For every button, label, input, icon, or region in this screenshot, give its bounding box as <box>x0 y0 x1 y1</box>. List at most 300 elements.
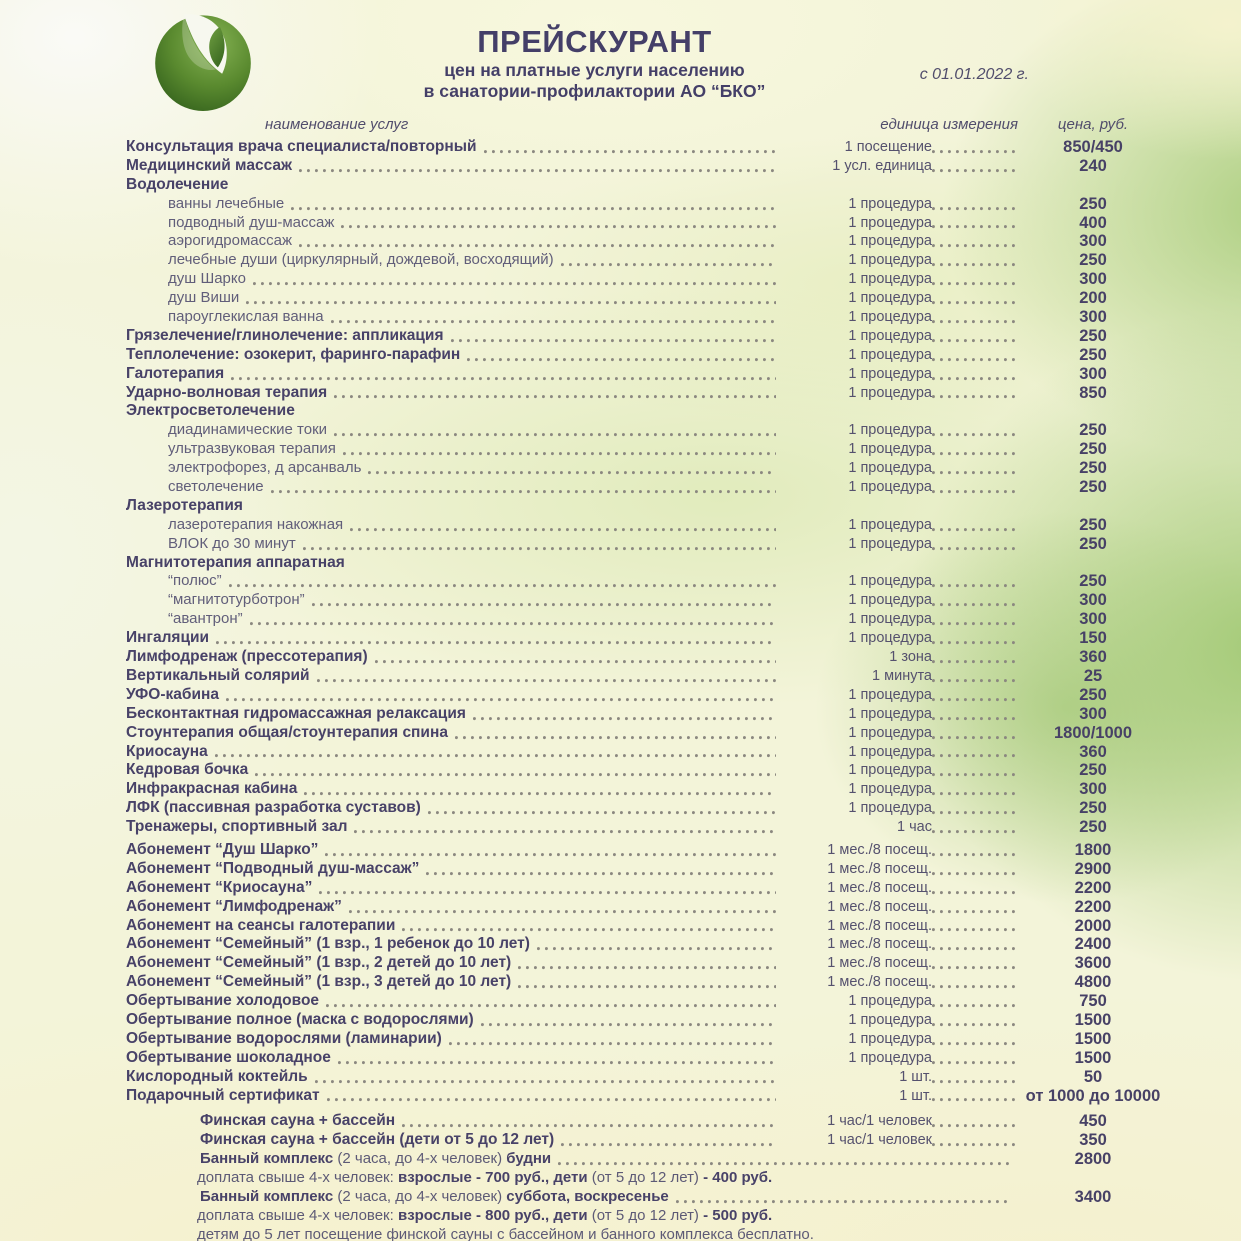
unit-cell: 1 процедура <box>848 309 932 326</box>
service-name: ванны лечебные <box>168 194 285 212</box>
price-row <box>126 610 1168 629</box>
price-cell: 300 <box>1079 591 1107 610</box>
price-cell: 2900 <box>1074 859 1112 878</box>
unit-cell: 1 процедура <box>848 290 932 307</box>
effective-date: с 01.01.2022 г. <box>919 66 1029 83</box>
price-row <box>126 251 1168 270</box>
price-cell: 1500 <box>1074 1010 1112 1029</box>
price-row <box>126 176 1168 195</box>
dotted-leader <box>676 1196 1012 1204</box>
price-row <box>126 705 1168 724</box>
price-cell: 4800 <box>1074 973 1112 992</box>
dotted-leader <box>932 1120 1018 1128</box>
price-cell: 350 <box>1079 1131 1107 1150</box>
price-cell: 2400 <box>1074 935 1112 954</box>
price-row <box>126 761 1168 780</box>
dotted-leader <box>375 656 776 664</box>
unit-cell: 1 процедура <box>848 346 932 363</box>
price-cell: 1500 <box>1074 1029 1112 1048</box>
unit-cell: 1 посещение <box>844 139 932 155</box>
service-name: Водолечение <box>126 175 229 193</box>
unit-cell: 1 процедура <box>848 195 932 212</box>
dotted-leader <box>253 278 776 286</box>
dotted-leader <box>231 373 776 381</box>
price-row <box>126 973 1168 992</box>
dotted-leader <box>518 962 776 970</box>
service-name: Медицинский массаж <box>126 156 292 174</box>
price-cell: 1800/1000 <box>1054 723 1132 742</box>
unit-cell: 1 процедура <box>848 993 932 1010</box>
unit-cell: 1 процедура <box>848 271 932 288</box>
service-name: Абонемент “Криосауна” <box>126 878 313 896</box>
price-cell: 250 <box>1079 251 1107 270</box>
dotted-leader <box>250 618 776 626</box>
dotted-leader <box>215 750 776 758</box>
dotted-leader <box>325 849 776 857</box>
dotted-leader <box>481 1019 776 1027</box>
unit-cell: 1 процедура <box>848 592 932 609</box>
service-name: Ударно-волновая терапия <box>126 383 328 401</box>
unit-cell: 1 мес./8 посещ. <box>827 936 932 953</box>
service-name: Подарочный сертификат <box>126 1086 320 1104</box>
dotted-leader <box>932 826 1018 834</box>
dotted-leader <box>932 203 1018 211</box>
unit-cell: 1 час/1 человек <box>827 1132 932 1149</box>
dotted-leader <box>932 807 1018 815</box>
dotted-leader <box>271 486 776 494</box>
service-name: электрофорез, д арсанваль <box>168 459 362 477</box>
unit-cell: 1 процедура <box>848 441 932 458</box>
dotted-leader <box>368 467 776 475</box>
price-row <box>126 917 1168 936</box>
dotted-leader <box>932 656 1018 664</box>
dotted-leader <box>304 788 776 796</box>
price-row <box>126 157 1168 176</box>
unit-cell: 1 мес./8 посещ. <box>827 898 932 915</box>
price-row <box>126 421 1168 440</box>
price-cell: 2200 <box>1074 878 1112 897</box>
service-name: детям до 5 лет посещение финской сауны с бассейном и банного комплекса бесплатно. <box>197 1225 814 1241</box>
service-name: Абонемент “Лимфодренаж” <box>126 897 342 915</box>
dotted-leader <box>932 769 1018 777</box>
unit-cell: 1 час/1 человек <box>827 1113 932 1130</box>
price-row <box>126 402 1168 421</box>
dotted-leader <box>341 221 776 229</box>
service-name: Лимфодренаж (прессотерапия) <box>126 648 368 666</box>
price-row <box>126 327 1168 346</box>
price-table <box>0 136 1241 1241</box>
service-name: Вертикальный солярий <box>126 666 310 684</box>
dotted-leader <box>932 887 1018 895</box>
dotted-leader <box>932 788 1018 796</box>
service-name: Лазеротерапия <box>126 496 243 514</box>
service-name: Стоунтерапия общая/стоунтерапия спина <box>126 723 448 741</box>
dotted-leader <box>932 868 1018 876</box>
service-name: Абонемент “Семейный” (1 взр., 3 детей до 10 лет) <box>126 973 512 991</box>
dotted-leader <box>402 1120 776 1128</box>
unit-cell: 1 процедура <box>848 1049 932 1066</box>
price-row <box>126 898 1168 917</box>
dotted-leader <box>326 1000 776 1008</box>
dotted-leader <box>561 1139 776 1147</box>
dotted-leader <box>932 713 1018 721</box>
price-row <box>126 992 1168 1011</box>
dotted-leader <box>932 1000 1018 1008</box>
price-cell: 300 <box>1079 610 1107 629</box>
price-row <box>126 780 1168 799</box>
service-name: “магнитотурботрон” <box>168 591 305 609</box>
unit-cell: 1 процедура <box>848 743 932 760</box>
price-cell: 250 <box>1079 194 1107 213</box>
price-row <box>126 478 1168 497</box>
service-name: Абонемент “Душ Шарко” <box>126 840 319 858</box>
price-row <box>126 289 1168 308</box>
dotted-leader <box>350 524 776 532</box>
price-row <box>126 270 1168 289</box>
price-cell: 250 <box>1079 572 1107 591</box>
unit-cell: 1 процедура <box>848 762 932 779</box>
price-cell: 300 <box>1079 308 1107 327</box>
dotted-leader <box>932 637 1018 645</box>
dotted-leader <box>327 1094 776 1102</box>
service-name: лечебные души (циркулярный, дождевой, восходящий) <box>168 251 554 269</box>
dotted-leader <box>932 240 1018 248</box>
service-name: Обертывание шоколадное <box>126 1048 331 1066</box>
column-headers <box>0 116 1241 136</box>
unit-cell: 1 процедура <box>848 384 932 401</box>
service-name: Обертывание водорослями (ламинарии) <box>126 1029 442 1047</box>
price-row <box>126 1188 1168 1207</box>
dotted-leader <box>932 373 1018 381</box>
price-row <box>126 516 1168 535</box>
dotted-leader <box>932 732 1018 740</box>
service-name: лазеротерапия накожная <box>168 515 344 533</box>
dotted-leader <box>312 599 776 607</box>
price-row <box>126 954 1168 973</box>
service-name: Галотерапия <box>126 364 225 382</box>
unit-cell: 1 час <box>897 819 932 836</box>
dotted-leader <box>932 165 1018 173</box>
price-row <box>126 629 1168 648</box>
dotted-leader <box>331 316 776 324</box>
service-name: Финская сауна + бассейн (дети от 5 до 12 лет) <box>200 1131 555 1149</box>
price-cell: 250 <box>1079 534 1107 553</box>
service-name: Абонемент “Семейный” (1 взр., 1 ребенок до 10 лет) <box>126 935 530 953</box>
unit-cell: 1 процедура <box>848 781 932 798</box>
dotted-leader <box>299 240 776 248</box>
service-name: “полюс” <box>168 572 222 590</box>
price-cell: 50 <box>1083 1067 1103 1086</box>
page-subtitle-1: цен на платные услуги населению <box>444 60 745 80</box>
price-cell: 300 <box>1079 364 1107 383</box>
price-row <box>126 1131 1168 1150</box>
price-row <box>126 214 1168 233</box>
dotted-leader <box>426 868 776 876</box>
price-cell: 250 <box>1079 685 1107 704</box>
service-name: Обертывание полное (маска с водорослями) <box>126 1010 474 1028</box>
price-cell: 300 <box>1079 270 1107 289</box>
price-row <box>126 308 1168 327</box>
dotted-leader <box>428 807 776 815</box>
service-name: светолечение <box>168 478 264 496</box>
dotted-leader <box>402 924 776 932</box>
dotted-leader <box>932 259 1018 267</box>
unit-cell: 1 мес./8 посещ. <box>827 860 932 877</box>
dotted-leader <box>932 1139 1018 1147</box>
dotted-leader <box>932 146 1018 154</box>
dotted-leader <box>932 221 1018 229</box>
dotted-leader <box>334 429 776 437</box>
price-row <box>126 879 1168 898</box>
price-cell: 150 <box>1079 629 1107 648</box>
dotted-leader <box>349 906 776 914</box>
price-cell: 2000 <box>1074 916 1112 935</box>
dotted-leader <box>246 297 776 305</box>
column-header-name: наименование услуг <box>265 116 409 133</box>
service-name: Грязелечение/глинолечение: аппликация <box>126 326 444 344</box>
unit-cell: 1 процедура <box>848 214 932 231</box>
unit-cell: 1 мес./8 посещ. <box>827 841 932 858</box>
dotted-leader <box>561 259 776 267</box>
unit-cell: 1 зона <box>889 649 932 666</box>
service-name: Консультация врача специалиста/повторный <box>126 138 477 155</box>
dotted-leader <box>932 1057 1018 1065</box>
price-cell: 250 <box>1079 515 1107 534</box>
price-row <box>126 743 1168 762</box>
dotted-leader <box>932 924 1018 932</box>
dotted-leader <box>229 580 776 588</box>
price-cell: 2800 <box>1074 1150 1112 1169</box>
service-name: Абонемент на сеансы галотерапии <box>126 916 396 934</box>
unit-cell: 1 шт. <box>899 1068 932 1085</box>
service-name: Кедровая бочка <box>126 761 249 779</box>
service-name: ультразвуковая терапия <box>168 440 336 458</box>
service-name: “авантрон” <box>168 610 243 628</box>
unit-cell: 1 процедура <box>848 705 932 722</box>
dotted-leader <box>932 1019 1018 1027</box>
dotted-leader <box>255 769 776 777</box>
unit-cell: 1 процедура <box>848 724 932 741</box>
unit-cell: 1 процедура <box>848 1030 932 1047</box>
dotted-leader <box>226 694 776 702</box>
dotted-leader <box>343 448 776 456</box>
dotted-leader <box>449 1038 776 1046</box>
unit-cell: 1 процедура <box>848 327 932 344</box>
unit-cell: 1 процедура <box>848 1011 932 1028</box>
dotted-leader <box>932 429 1018 437</box>
dotted-leader <box>354 826 776 834</box>
price-cell: 750 <box>1079 992 1107 1011</box>
dotted-leader <box>932 580 1018 588</box>
service-name: Абонемент “Подводный душ-массаж” <box>126 859 420 877</box>
dotted-leader <box>932 1038 1018 1046</box>
price-row <box>126 1030 1168 1049</box>
service-name: аэрогидромассаж <box>168 232 292 250</box>
dotted-leader <box>932 962 1018 970</box>
dotted-leader <box>932 981 1018 989</box>
dotted-leader <box>334 391 776 399</box>
title-block <box>0 24 1215 102</box>
price-row <box>126 497 1168 516</box>
dotted-leader <box>932 849 1018 857</box>
dotted-leader <box>299 165 776 173</box>
dotted-leader <box>338 1057 776 1065</box>
price-row <box>126 1087 1168 1106</box>
dotted-leader <box>932 297 1018 305</box>
price-cell: 3600 <box>1074 954 1112 973</box>
price-cell: 300 <box>1079 232 1107 251</box>
dotted-leader <box>451 335 776 343</box>
unit-cell: 1 процедура <box>848 422 932 439</box>
service-name: Электросветолечение <box>126 402 295 420</box>
service-name: доплата свыше 4-х человек: взрослые - 800 руб., дети (от 5 до 12 лет) - 500 руб. <box>197 1206 773 1224</box>
service-name: Магнитотерапия аппаратная <box>126 553 345 571</box>
price-cell: 200 <box>1079 289 1107 308</box>
dotted-leader <box>484 146 776 154</box>
dotted-leader <box>932 675 1018 683</box>
page-title: ПРЕЙСКУРАНТ <box>477 24 712 59</box>
price-row <box>126 860 1168 879</box>
service-name: ЛФК (пассивная разработка суставов) <box>126 799 421 817</box>
price-row <box>126 440 1168 459</box>
price-cell: 400 <box>1079 213 1107 232</box>
price-cell: 1800 <box>1074 840 1112 859</box>
dotted-leader <box>932 1094 1018 1102</box>
dotted-leader <box>315 1076 776 1084</box>
price-row <box>126 818 1168 837</box>
service-name: Абонемент “Семейный” (1 взр., 2 детей до 10 лет) <box>126 954 512 972</box>
dotted-leader <box>537 943 776 951</box>
unit-cell: 1 минута <box>872 667 932 684</box>
price-cell: 850/450 <box>1063 138 1123 156</box>
unit-cell: 1 процедура <box>848 630 932 647</box>
dotted-leader <box>932 448 1018 456</box>
price-row <box>126 138 1168 157</box>
price-row <box>126 686 1168 705</box>
price-row <box>126 1150 1168 1169</box>
dotted-leader <box>932 1076 1018 1084</box>
price-cell: 250 <box>1079 818 1107 837</box>
unit-cell: 1 мес./8 посещ. <box>827 879 932 896</box>
column-header-unit: единица измерения <box>880 116 1018 133</box>
dotted-leader <box>303 543 776 551</box>
price-row <box>126 667 1168 686</box>
dotted-leader <box>319 887 776 895</box>
price-cell: 300 <box>1079 780 1107 799</box>
price-row <box>126 724 1168 743</box>
price-row <box>126 1011 1168 1030</box>
dotted-leader <box>932 486 1018 494</box>
price-row <box>126 591 1168 610</box>
unit-cell: 1 процедура <box>848 611 932 628</box>
dotted-leader <box>932 618 1018 626</box>
price-row <box>126 1049 1168 1068</box>
service-name: душ Шарко <box>168 270 246 288</box>
price-cell: 250 <box>1079 478 1107 497</box>
price-row <box>126 1207 1168 1226</box>
dotted-leader <box>932 335 1018 343</box>
unit-cell: 1 процедура <box>848 365 932 382</box>
dotted-leader <box>932 524 1018 532</box>
price-cell: 250 <box>1079 799 1107 818</box>
price-cell: 250 <box>1079 459 1107 478</box>
price-cell: 25 <box>1083 666 1103 685</box>
unit-cell: 1 процедура <box>848 460 932 477</box>
service-name: Банный комплекс (2 часа, до 4-х человек) суббота, воскресенье <box>200 1187 669 1205</box>
dotted-leader <box>932 599 1018 607</box>
price-row <box>126 195 1168 214</box>
dotted-leader <box>932 316 1018 324</box>
unit-cell: 1 шт. <box>899 1087 932 1104</box>
service-name: Бесконтактная гидромассажная релаксация <box>126 704 466 722</box>
column-header-price: цена, руб. <box>1057 116 1129 133</box>
price-row <box>126 648 1168 667</box>
unit-cell: 1 процедура <box>848 233 932 250</box>
service-name: Инфракрасная кабина <box>126 780 298 798</box>
price-row <box>126 841 1168 860</box>
dotted-leader <box>216 637 776 645</box>
dotted-leader <box>932 278 1018 286</box>
price-cell: 3400 <box>1074 1187 1112 1206</box>
unit-cell: 1 процедура <box>848 516 932 533</box>
price-row <box>126 1226 1168 1241</box>
service-name: Теплолечение: озокерит, фаринго-парафин <box>126 345 461 363</box>
service-name: пароуглекислая ванна <box>168 308 324 326</box>
unit-cell: 1 процедура <box>848 252 932 269</box>
unit-cell: 1 процедура <box>848 686 932 703</box>
dotted-leader <box>467 354 776 362</box>
dotted-leader <box>518 981 776 989</box>
price-cell: 300 <box>1079 704 1107 723</box>
unit-cell: 1 процедура <box>848 573 932 590</box>
price-cell: 850 <box>1079 383 1107 402</box>
unit-cell: 1 процедура <box>848 800 932 817</box>
unit-cell: 1 мес./8 посещ. <box>827 917 932 934</box>
service-name: ВЛОК до 30 минут <box>168 534 296 552</box>
dotted-leader <box>932 467 1018 475</box>
price-row <box>126 384 1168 403</box>
service-name: душ Виши <box>168 289 240 307</box>
service-name: Кислородный коктейль <box>126 1067 308 1085</box>
document-header <box>0 0 1241 116</box>
price-row <box>126 232 1168 251</box>
price-row <box>126 572 1168 591</box>
price-row <box>126 365 1168 384</box>
service-name: Банный комплекс (2 часа, до 4-х человек) будни <box>200 1150 552 1168</box>
unit-cell: 1 усл. единица <box>832 157 932 174</box>
service-name: Тренажеры, спортивный зал <box>126 818 348 836</box>
price-row <box>126 459 1168 478</box>
price-cell: 250 <box>1079 345 1107 364</box>
price-cell: 250 <box>1079 440 1107 459</box>
unit-cell: 1 мес./8 посещ. <box>827 974 932 991</box>
dotted-leader <box>932 354 1018 362</box>
dotted-leader <box>455 732 776 740</box>
price-cell: от 1000 до 10000 <box>1025 1086 1161 1105</box>
service-name: Криосауна <box>126 742 208 760</box>
dotted-leader <box>291 203 776 211</box>
service-name: Обертывание холодовое <box>126 992 320 1010</box>
dotted-leader <box>473 713 776 721</box>
price-row <box>126 346 1168 365</box>
dotted-leader <box>932 543 1018 551</box>
service-name: Финская сауна + бассейн <box>200 1112 396 1130</box>
dotted-leader <box>932 694 1018 702</box>
price-row <box>126 1169 1168 1188</box>
dotted-leader <box>932 906 1018 914</box>
price-cell: 240 <box>1079 156 1107 175</box>
price-cell: 2200 <box>1074 897 1112 916</box>
